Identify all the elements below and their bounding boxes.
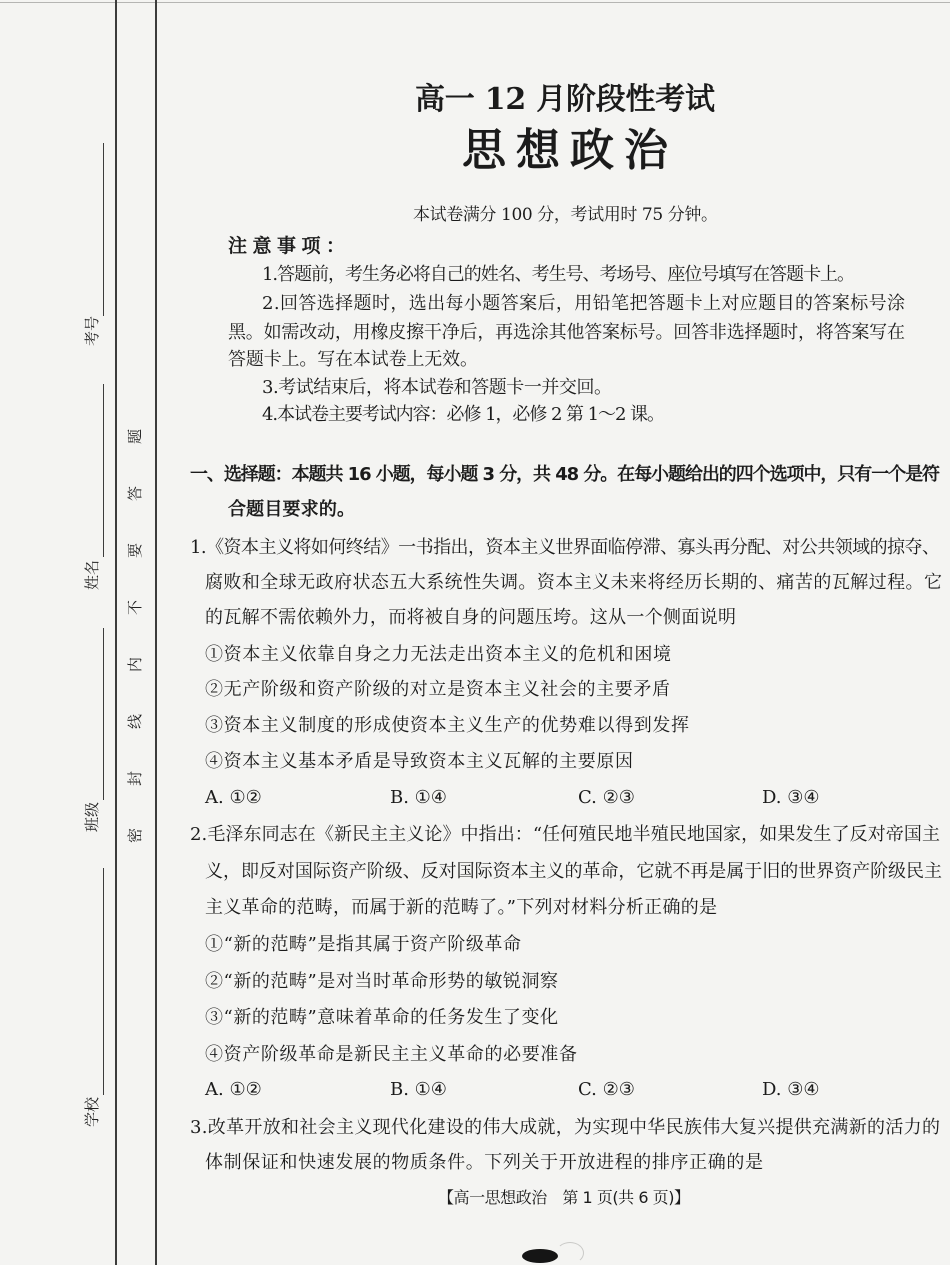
option-b: B. ①④ [390,787,447,808]
statement: ④资本主义基本矛盾是导致资本主义瓦解的主要原因 [205,751,634,772]
notice-line: 4.本试卷主要考试内容：必修 1，必修 2 第 1～2 课。 [262,404,664,425]
seal-notice: 密封线内不要答题 [126,386,144,843]
question-stem-line: 体制保证和快速发展的物质条件。下列关于开放进程的排序正确的是 [205,1152,764,1173]
statement: ③“新的范畴”意味着革命的任务发生了变化 [205,1007,559,1028]
statement: ②无产阶级和资产阶级的对立是资本主义社会的主要矛盾 [205,679,671,700]
statement: ③资本主义制度的形成使资本主义生产的优势难以得到发挥 [205,715,690,736]
notice-line: 2.回答选择题时，选出每小题答案后，用铅笔把答题卡上对应题目的答案标号涂 [262,293,906,314]
statement: ②“新的范畴”是对当时革命形势的敏锐洞察 [205,971,559,992]
footer-page-number: 【高一思想政治 第 1 页(共 6 页)】 [438,1188,690,1207]
subject-title: 思想政治 [462,125,678,176]
class-label: 班级 [83,801,101,832]
question-stem-line: 的瓦解不需依赖外力，而将被自身的问题压垮。这从一个侧面说明 [205,607,737,628]
question-stem-line: 主义革命的范畴，而属于新的范畴了。”下列对材料分析正确的是 [205,897,718,918]
statement: ①“新的范畴”是指其属于资产阶级革命 [205,934,522,955]
question-stem-line: 2.毛泽东同志在《新民主主义论》中指出：“任何殖民地半殖民地国家，如果发生了反对帝国主 [190,824,941,845]
question-stem-line: 1.《资本主义将如何终结》一书指出，资本主义世界面临停滞、寡头再分配、对公共领域的掠夺、 [190,537,940,558]
option-c: C. ②③ [578,787,635,808]
statement: ①资本主义依靠自身之力无法走出资本主义的危机和困境 [205,644,672,665]
option-a: A. ①② [205,787,262,808]
binding-line-outer [115,0,117,1265]
question-stem-line: 义，即反对国际资产阶级、反对国际资本主义的革命，它就不再是属于旧的世界资产阶级民主 [205,861,942,882]
notice-line: 黑。如需改动，用橡皮擦干净后，再选涂其他答案标号。回答非选择题时，将答案写在 [228,322,905,343]
school-label: 学校 [83,1096,101,1127]
notice-line: 答题卡上。写在本试卷上无效。 [228,349,478,370]
class-blank [103,628,104,800]
option-a: A. ①② [205,1079,262,1100]
exam-info: 本试卷满分 100 分，考试用时 75 分钟。 [413,205,718,225]
school-blank [103,868,104,1095]
name-label: 姓名 [83,559,101,590]
scan-arc [556,1242,584,1264]
option-c: C. ②③ [578,1079,635,1100]
option-d: D. ③④ [762,787,820,808]
exam-title: 高一 12 月阶段性考试 [415,82,715,117]
exam-number-blank [103,143,104,316]
scan-mark [522,1249,558,1263]
notice-line: 1.答题前，考生务必将自己的姓名、考生号、考场号、座位号填写在答题卡上。 [262,264,854,285]
statement: ④资产阶级革命是新民主主义革命的必要准备 [205,1044,578,1065]
page-top-edge [0,2,950,3]
notice-line: 3.考试结束后，将本试卷和答题卡一并交回。 [262,377,612,398]
notice-heading: 注意事项： [228,235,351,257]
section-header-line: 一、选择题：本题共 16 小题，每小题 3 分，共 48 分。在每小题给出的四个选项中，只有一个是符 [190,464,939,485]
option-d: D. ③④ [762,1079,820,1100]
option-b: B. ①④ [390,1079,447,1100]
question-stem-line: 腐败和全球无政府状态五大系统性失调。资本主义未来将经历长期的、痛苦的瓦解过程。它 [205,572,943,593]
name-blank [103,384,104,557]
question-stem-line: 3.改革开放和社会主义现代化建设的伟大成就，为实现中华民族伟大复兴提供充满新的活力的 [190,1117,941,1138]
section-header-line: 合题目要求的。 [228,499,356,520]
exam-number-label: 考号 [83,315,101,346]
binding-line-inner [155,0,157,1265]
